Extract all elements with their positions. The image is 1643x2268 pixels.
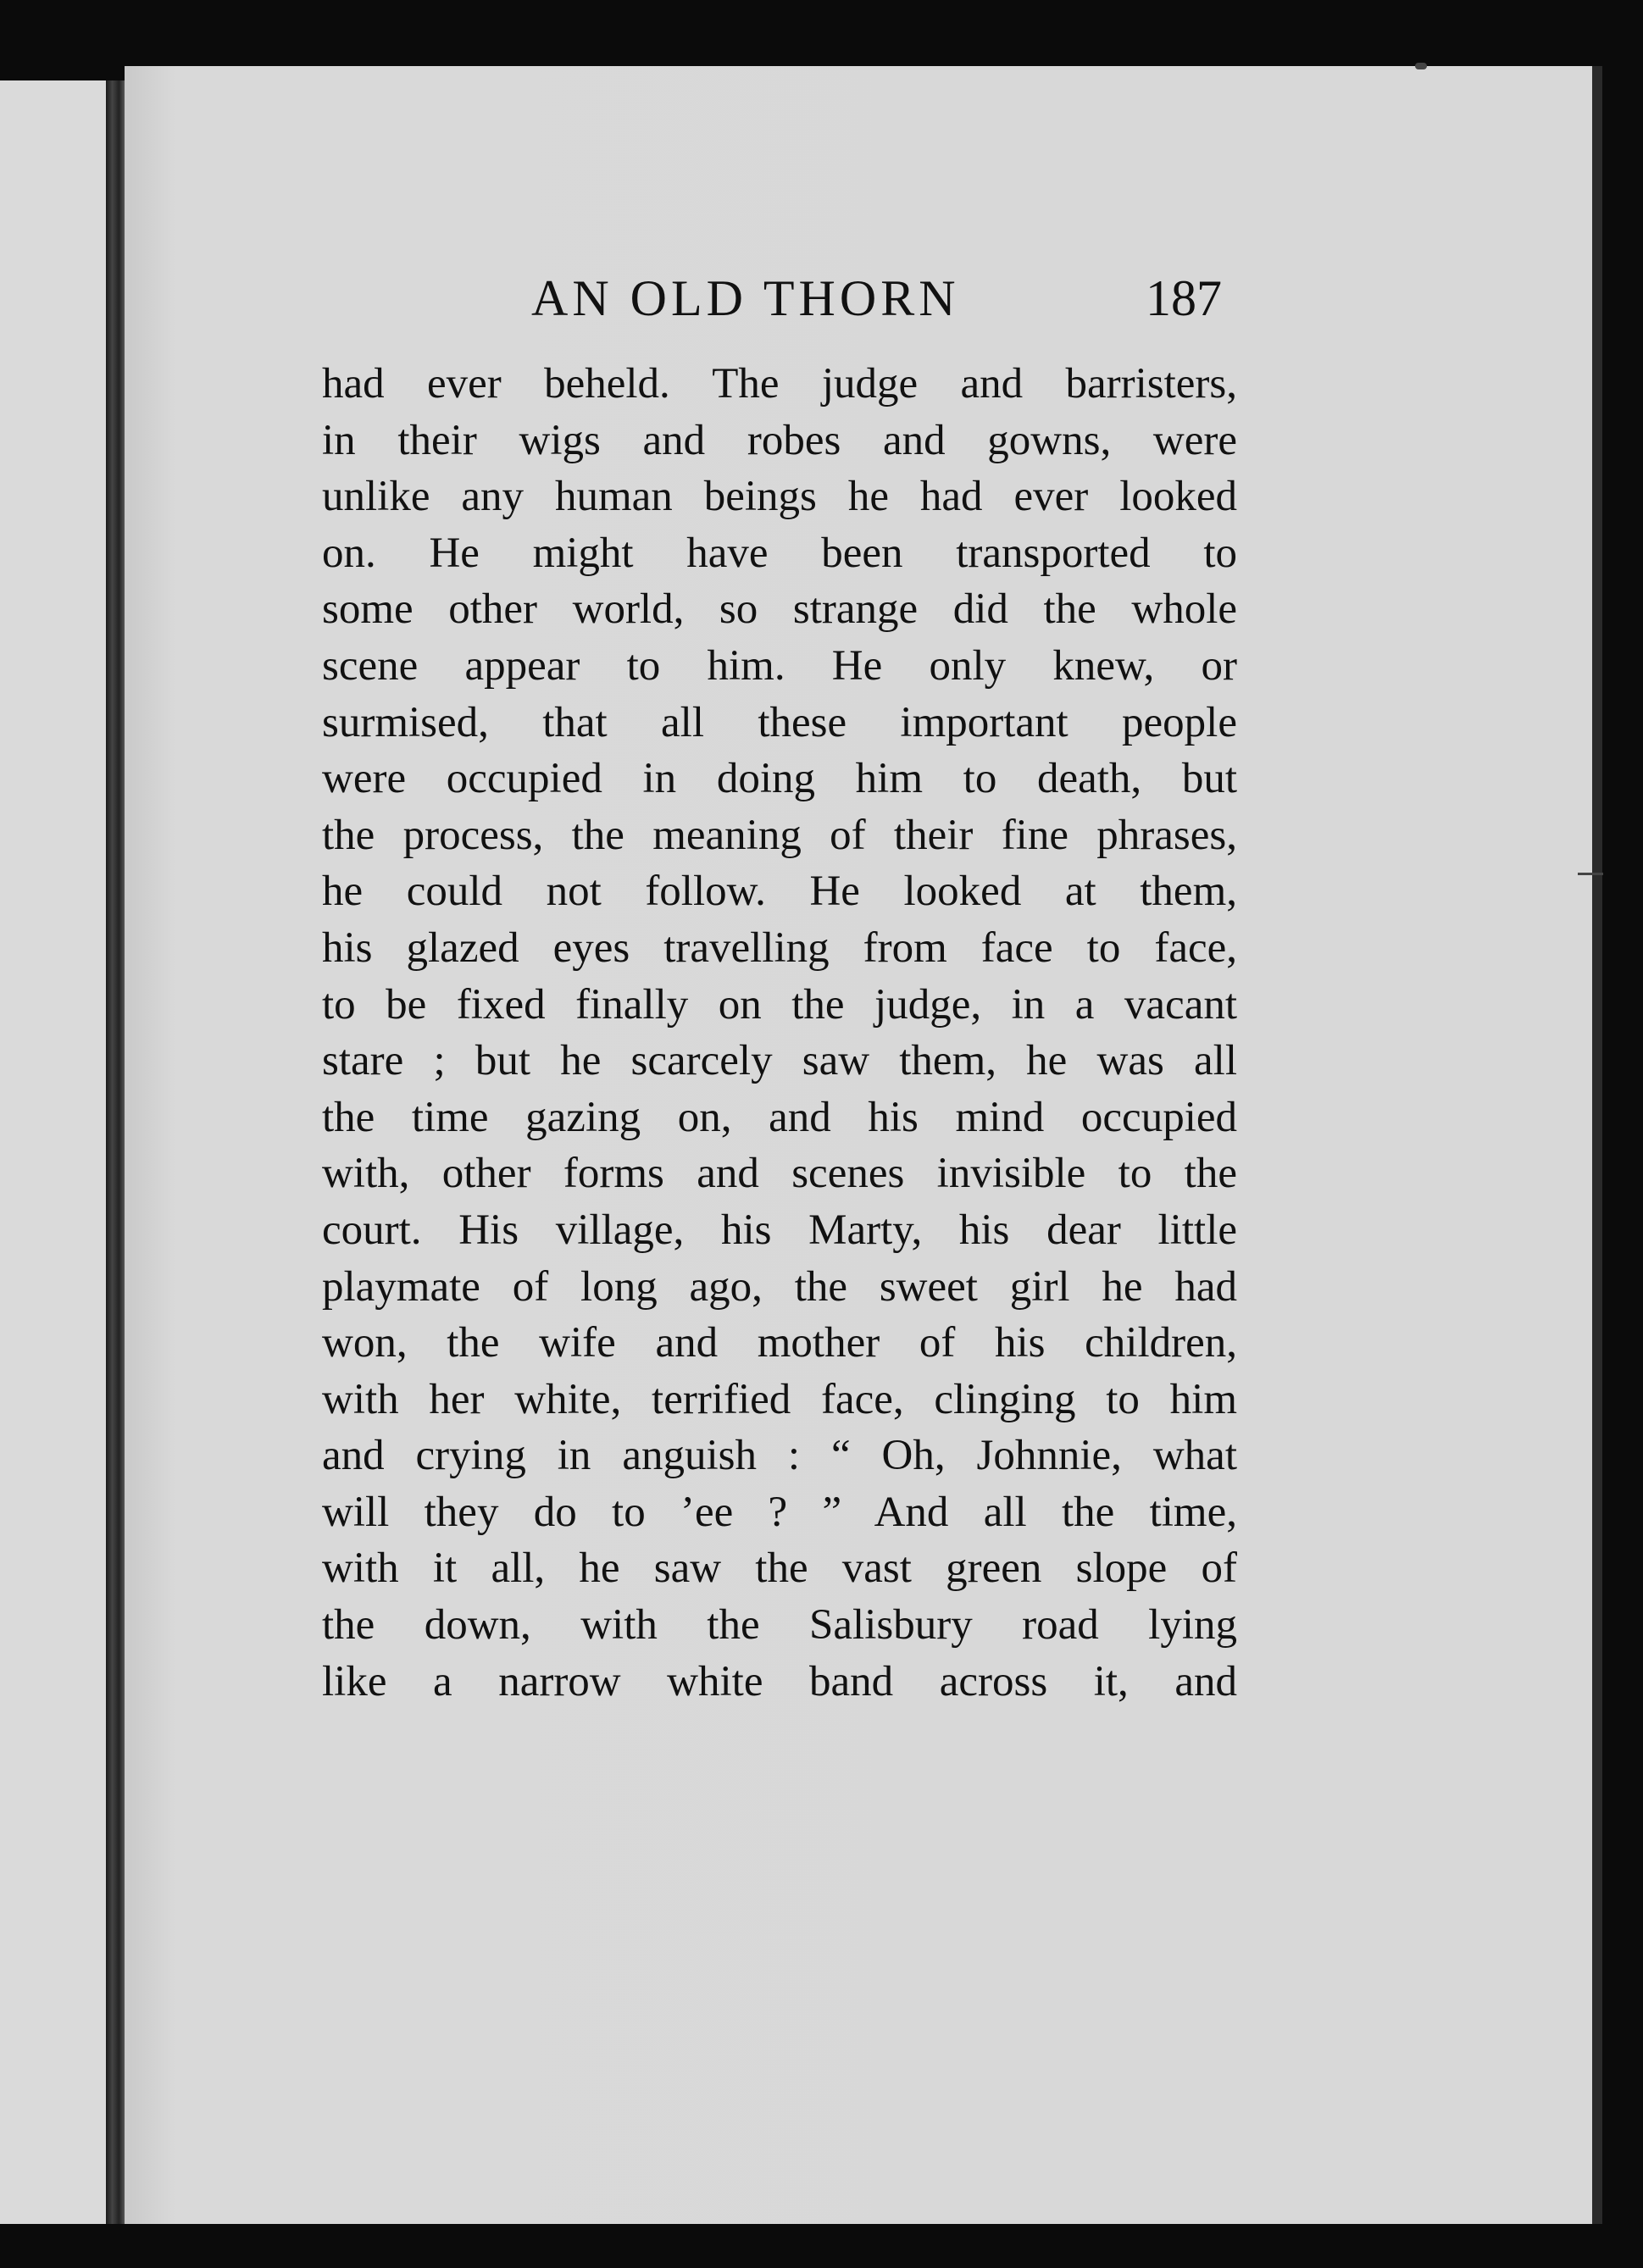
running-head: AN OLD THORN (531, 270, 960, 326)
text-line: like a narrow white band across it, and (322, 1657, 1237, 1705)
page-edge (1592, 66, 1602, 2224)
body-text (322, 356, 1237, 1710)
text-line: unlike any human beings he had ever looked (322, 473, 1237, 521)
text-line: playmate of long ago, the sweet girl he had (322, 1262, 1237, 1311)
text-line: in their wigs and robes and gowns, were (322, 416, 1237, 464)
text-line: stare ; but he scarcely saw them, he was all (322, 1037, 1237, 1085)
text-line: the time gazing on, and his mind occupied (322, 1093, 1237, 1141)
text-line: some other world, so strange did the whole (322, 585, 1237, 634)
text-line: the down, with the Salisbury road lying (322, 1601, 1237, 1650)
text-line: and crying in anguish : “ Oh, Johnnie, what (322, 1432, 1237, 1480)
text-line: scene appear to him. He only knew, or (322, 641, 1237, 690)
text-line: were occupied in doing him to death, but (322, 755, 1237, 803)
book-gutter (106, 80, 125, 2224)
scan-speck (1578, 873, 1603, 875)
left-page-fragment (0, 80, 106, 2224)
text-line: had ever beheld. The judge and barristers, (322, 360, 1237, 408)
scan-speck (1415, 63, 1427, 69)
text-line: won, the wife and mother of his children, (322, 1319, 1237, 1367)
text-line: his glazed eyes travelling from face to face, (322, 923, 1237, 972)
text-line: with her white, terrified face, clinging to him (322, 1375, 1237, 1423)
text-line: the process, the meaning of their fine phrases, (322, 811, 1237, 859)
text-line: he could not follow. He looked at them, (322, 868, 1237, 916)
text-line: surmised, that all these important people (322, 698, 1237, 746)
text-line: on. He might have been transported to (322, 529, 1237, 577)
text-line: court. His village, his Marty, his dear little (322, 1206, 1237, 1254)
text-line: with it all, he saw the vast green slope of (322, 1544, 1237, 1593)
page-number: 187 (1146, 270, 1222, 326)
text-line: to be fixed finally on the judge, in a vacant (322, 980, 1237, 1029)
text-line: will they do to ’ee ? ” And all the time, (322, 1488, 1237, 1536)
text-line: with, other forms and scenes invisible to the (322, 1150, 1237, 1198)
